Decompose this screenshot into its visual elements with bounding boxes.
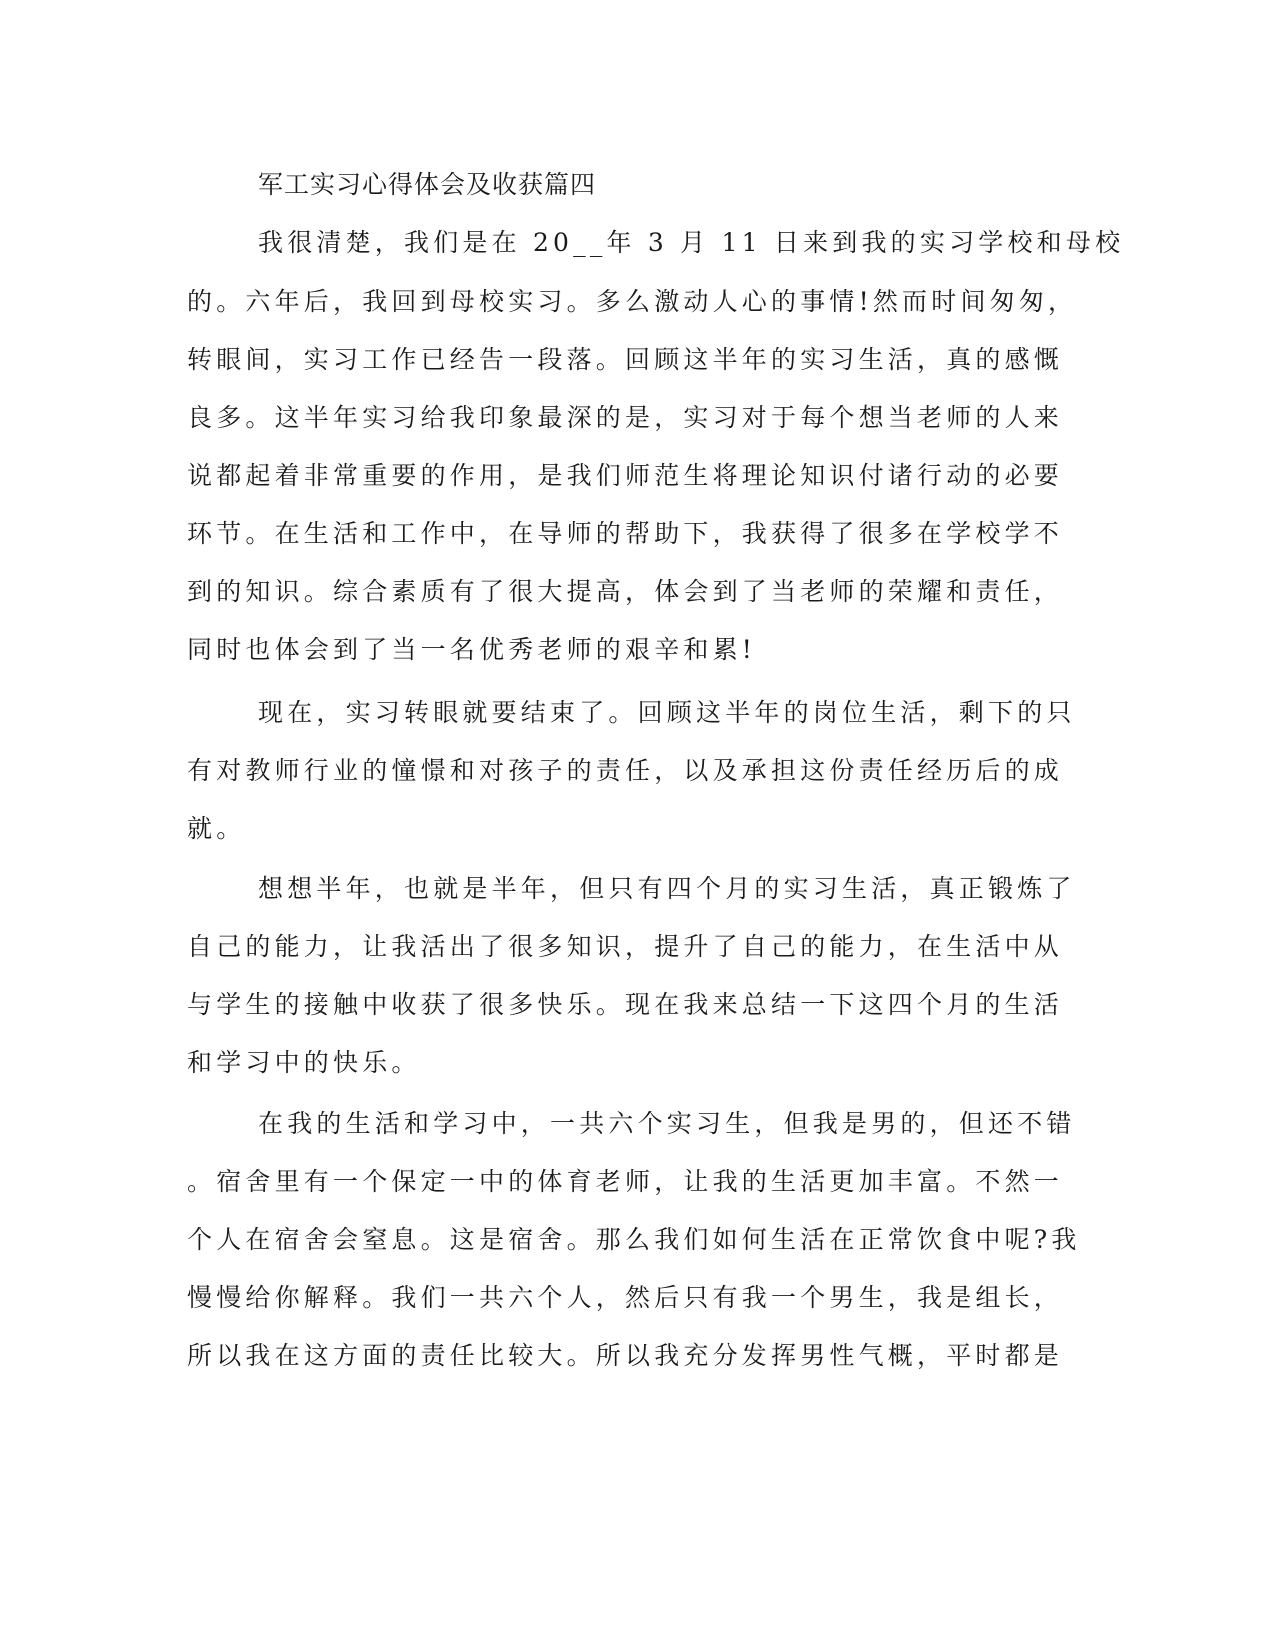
text-line: 。宿舍里有一个保定一中的体育老师，让我的生活更加丰富。不然一	[187, 1167, 1064, 1196]
text-line: 说都起着非常重要的作用，是我们师范生将理论知识付诸行动的必要	[187, 461, 1064, 490]
text-line: 个人在宿舍会窒息。这是宿舍。那么我们如何生活在正常饮食中呢?我	[187, 1225, 1081, 1254]
document-title: 军工实习心得体会及收获篇四	[258, 170, 597, 199]
text-line: 所以我在这方面的责任比较大。所以我充分发挥男性气概，平时都是	[187, 1341, 1064, 1370]
text-line: 我很清楚，我们是在 20__年 3 月 11 日来到我的实习学校和母校	[258, 228, 1125, 257]
text-line: 想想半年，也就是半年，但只有四个月的实习生活，真正锻炼了	[258, 874, 1076, 903]
text-line: 慢慢给你解释。我们一共六个人，然后只有我一个男生，我是组长，	[187, 1283, 1064, 1312]
text-line: 环节。在生活和工作中，在导师的帮助下，我获得了很多在学校学不	[187, 519, 1064, 548]
text-line: 在我的生活和学习中，一共六个实习生，但我是男的，但还不错	[258, 1109, 1076, 1138]
text-line: 良多。这半年实习给我印象最深的是，实习对于每个想当老师的人来	[187, 403, 1064, 432]
text-line: 与学生的接触中收获了很多快乐。现在我来总结一下这四个月的生活	[187, 990, 1064, 1019]
text-line: 和学习中的快乐。	[187, 1048, 421, 1077]
text-line: 就。	[187, 814, 246, 843]
text-line: 转眼间，实习工作已经告一段落。回顾这半年的实习生活，真的感慨	[187, 345, 1064, 374]
text-line: 到的知识。综合素质有了很大提高，体会到了当老师的荣耀和责任，	[187, 577, 1064, 606]
text-line: 自己的能力，让我活出了很多知识，提升了自己的能力，在生活中从	[187, 932, 1064, 961]
text-line: 现在，实习转眼就要结束了。回顾这半年的岗位生活，剩下的只	[258, 698, 1076, 727]
text-line: 有对教师行业的憧憬和对孩子的责任，以及承担这份责任经历后的成	[187, 756, 1064, 785]
text-line: 同时也体会到了当一名优秀老师的艰辛和累!	[187, 635, 757, 664]
text-line: 的。六年后，我回到母校实习。多么激动人心的事情!然而时间匆匆，	[187, 287, 1078, 316]
